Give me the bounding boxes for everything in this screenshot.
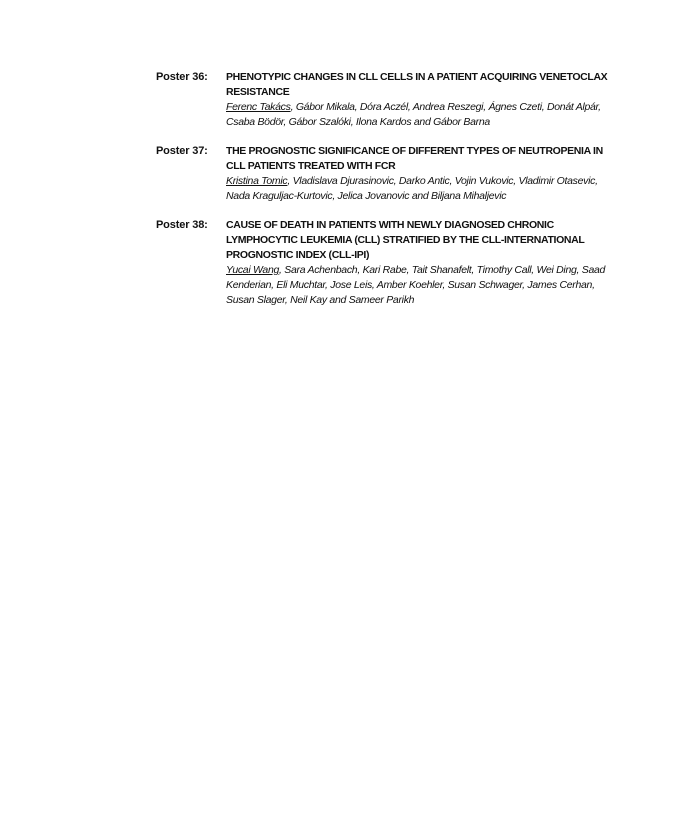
co-authors: , Gábor Mikala, Dóra Aczél, Andrea Reszegi, Ágnes Czeti, Donát Alpár, Csaba Bödör, Gábor Szalóki, Ilona Kardos and Gábor Barna: [226, 101, 601, 128]
poster-title: PHENOTYPIC CHANGES IN CLL CELLS IN A PATIENT ACQUIRING VENETOCLAX RESISTANCE: [226, 71, 608, 98]
presenting-author: Kristina Tomic: [226, 175, 288, 187]
co-authors: , Vladislava Djurasinovic, Darko Antic, Vojin Vukovic, Vladimir Otasevic, Nada Kraguljac-Kurtovic, Jelica Jovanovic and Biljana Mihaljevic: [226, 175, 598, 202]
presenting-author: Ferenc Takács: [226, 101, 291, 113]
poster-authors: [226, 100, 616, 130]
poster-details: [226, 70, 616, 130]
poster-title: THE PROGNOSTIC SIGNIFICANCE OF DIFFERENT TYPES OF NEUTROPENIA IN CLL PATIENTS TREATED WITH FCR: [226, 145, 603, 172]
poster-authors: [226, 263, 616, 308]
presenting-author: Yucai Wang: [226, 264, 280, 276]
poster-title: CAUSE OF DEATH IN PATIENTS WITH NEWLY DIAGNOSED CHRONIC LYMPHOCYTIC LEUKEMIA (CLL) STRATIFIED BY THE CLL-INTERNATIONAL PROGNOSTIC INDEX (CLL-IPI): [226, 219, 585, 261]
poster-entry: [156, 70, 616, 130]
poster-entry: [156, 144, 616, 204]
poster-details: [226, 218, 616, 308]
poster-entry: [156, 218, 616, 308]
co-authors: , Sara Achenbach, Kari Rabe, Tait Shanafelt, Timothy Call, Wei Ding, Saad Kenderian, Eli Muchtar, Jose Leis, Amber Koehler, Susan Schwager, James Cerhan, Susan Slager, Neil Kay and Sameer Parikh: [226, 264, 606, 306]
poster-list: [156, 70, 616, 322]
poster-number: Poster 37:: [156, 145, 208, 157]
poster-number: Poster 38:: [156, 219, 208, 231]
poster-authors: [226, 174, 616, 204]
poster-details: [226, 144, 616, 204]
poster-number: Poster 36:: [156, 71, 208, 83]
